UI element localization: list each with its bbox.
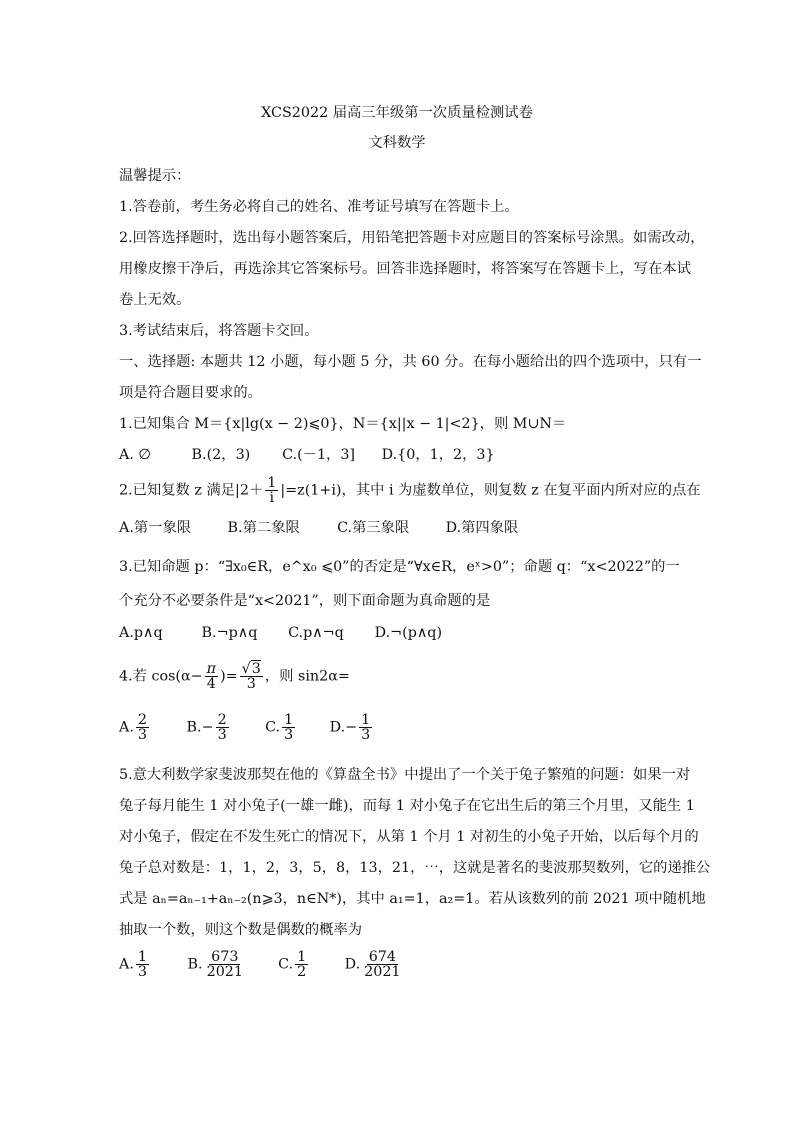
question-2-fraction [265, 476, 278, 505]
notice-item-3: 3.考试结束后，将答题卡交回。 [119, 323, 319, 339]
question-4-options [119, 713, 374, 742]
question-3-options [119, 624, 442, 642]
question-4-sqrt-radicand: 3 [251, 661, 261, 677]
question-4-option-c [265, 713, 325, 742]
question-5-options [119, 950, 405, 979]
question-1-option-b: B.(2，3) [191, 447, 251, 463]
question-4-stem [119, 662, 350, 691]
question-5-option-c-numerator: 1 [297, 949, 307, 965]
question-2-option-b: B.第二象限 [227, 520, 300, 536]
notice-item-2-line-2: 用橡皮擦干净后，再选涂其它答案标号。回答非选择题时，将答案写在答题卡上，写在本试 [119, 261, 691, 277]
question-4-option-a-label: A. [119, 719, 134, 736]
question-4-option-b-numerator: 2 [217, 712, 227, 728]
question-4-stem-mid: )= [220, 668, 238, 685]
notice-item-2-line-1: 2.回答选择题时，选出每小题答案后，用铅笔把答题卡对应题目的答案标号涂黑。如需改动， [119, 230, 705, 246]
question-4-option-a-denominator: 3 [137, 727, 147, 743]
question-5-option-a-fraction [136, 950, 149, 979]
question-3-option-a: A.p∧q [119, 625, 163, 641]
question-4-option-c-denominator: 3 [284, 727, 294, 743]
question-4-option-a-numerator: 2 [137, 712, 147, 728]
question-3-option-b: B.¬p∧q [201, 625, 258, 641]
question-4-option-a-fraction [136, 713, 149, 742]
notice-item-1: 1.答卷前，考生务必将自己的姓名、准考证号填写在答题卡上。 [119, 199, 519, 215]
question-2-option-d: D.第四象限 [445, 520, 519, 536]
question-1-stem: 1.已知集合 M＝{x|lg(x − 2)⩽0}，N＝{x||x − 1|<2}，则 M∪N＝ [119, 416, 567, 432]
question-5-option-b-fraction [205, 950, 245, 979]
question-3-line-2: 个充分不必要条件是“x<2021”，则下面命题为真命题的是 [119, 593, 491, 609]
question-4-sqrt-numerator: √3 [241, 661, 261, 677]
question-5-option-c-label: C. [278, 956, 294, 973]
section-1-intro-line-2: 项是符合题目要求的。 [119, 385, 262, 401]
question-4-option-d-numerator: 1 [361, 712, 371, 728]
question-2-stem-pre: 2.已知复数 z 满足|2＋ [119, 482, 264, 499]
question-1-option-c: C.(－1，3] [282, 447, 356, 463]
notice-item-2-line-3: 卷上无效。 [119, 292, 191, 308]
question-5-line-6: 抽取一个数，则这个数是偶数的概率为 [119, 922, 363, 938]
question-3-option-d: D.¬(p∧q) [374, 625, 443, 641]
question-5-option-d [345, 950, 405, 979]
question-4-option-d-fraction [359, 713, 372, 742]
question-5-option-a-label: A. [119, 956, 134, 973]
question-4-sqrt-denominator: 3 [246, 676, 256, 692]
question-5-option-c-denominator: 2 [297, 964, 307, 980]
question-2-fraction-numerator: 1 [267, 475, 277, 491]
question-4-option-b [187, 713, 261, 742]
question-2-option-c: C.第三象限 [337, 520, 410, 536]
question-5-option-c [278, 950, 340, 979]
question-5-line-3: 对小兔子，假定在不发生死亡的情况下，从第 1 个月 1 对初生的小兔子开始，以后每个月的 [119, 829, 699, 845]
question-1-option-d: D.{0，1，2，3} [381, 447, 495, 463]
question-1-option-a: A. ∅ [119, 447, 151, 463]
question-5-option-a [119, 950, 183, 979]
question-5-line-4: 兔子总对数是：1，1，2，3，5，8，13，21，⋯，这就是著名的斐波那契数列，它的递推公 [119, 860, 711, 876]
question-4-option-b-fraction [216, 713, 229, 742]
question-1-options [119, 446, 495, 464]
question-4-pi-fraction [205, 662, 218, 691]
question-5-option-b-numerator: 673 [211, 949, 239, 965]
question-4-option-c-fraction [282, 713, 295, 742]
question-5-option-b-denominator: 2021 [206, 964, 243, 980]
question-4-pi-denominator: 4 [206, 676, 216, 692]
question-2-options [119, 519, 518, 537]
question-4-option-a [119, 713, 182, 742]
question-4-option-d-label: D.− [329, 719, 358, 736]
question-4-stem-post: ，则 sin2α= [264, 668, 350, 685]
question-4-option-d [330, 713, 375, 742]
question-5-line-1: 5.意大利数学家斐波那契在他的《算盘全书》中提出了一个关于兔子繁殖的问题：如果一对 [119, 767, 691, 783]
question-5-option-d-fraction [362, 950, 402, 979]
question-4-option-c-label: C. [265, 719, 281, 736]
question-5-option-d-label: D. [344, 956, 361, 973]
question-2-option-a: A.第一象限 [119, 520, 192, 536]
section-1-intro-line-1: 一、选择题: 本题共 12 小题，每小题 5 分，共 60 分。在每小题给出的四个选项中，只有一 [119, 354, 702, 370]
question-3-option-c: C.p∧¬q [288, 625, 344, 641]
question-5-option-b-label: B. [187, 956, 203, 973]
question-5-option-b [188, 950, 274, 979]
notice-heading: 温馨提示： [119, 168, 191, 184]
question-5-option-a-numerator: 1 [137, 949, 147, 965]
question-2-stem-post: |=z(1+i)，其中 i 为虚数单位，则复数 z 在复平面内所对应的点在 [280, 482, 701, 499]
question-4-option-b-label: B.− [186, 719, 214, 736]
question-5-option-a-denominator: 3 [137, 964, 147, 980]
question-4-option-c-numerator: 1 [284, 712, 294, 728]
question-5-option-d-denominator: 2021 [364, 964, 401, 980]
question-4-sqrt-fraction [240, 662, 263, 691]
question-4-pi-numerator: π [206, 661, 217, 677]
question-5-line-5: 式是 aₙ=aₙ₋₁+aₙ₋₂(n⩾3，n∈N*)，其中 a₁=1，a₂=1。若从该数列的前 2021 项中随机地 [119, 891, 706, 907]
question-5-option-c-fraction [295, 950, 308, 979]
question-4-stem-pre: 4.若 cos(α− [119, 668, 203, 685]
question-3-line-1: 3.已知命题 p：“∃x₀∈R，e^x₀ ⩽0”的否定是“∀x∈R，eˣ>0”；命题 q：“x<2022”的一 [119, 559, 680, 575]
exam-title: XCS2022 届高三年级第一次质量检测试卷 [261, 105, 533, 121]
question-4-option-b-denominator: 3 [217, 727, 227, 743]
question-2-fraction-denominator: i [269, 490, 275, 506]
question-2-stem [119, 476, 701, 505]
question-5-option-d-numerator: 674 [368, 949, 396, 965]
question-4-option-d-denominator: 3 [361, 727, 371, 743]
question-5-line-2: 兔子每月能生 1 对小兔子(一雄一雌)，而每 1 对小兔子在它出生后的第三个月里，又能生 1 [119, 798, 695, 814]
exam-subject: 文科数学 [368, 135, 426, 151]
